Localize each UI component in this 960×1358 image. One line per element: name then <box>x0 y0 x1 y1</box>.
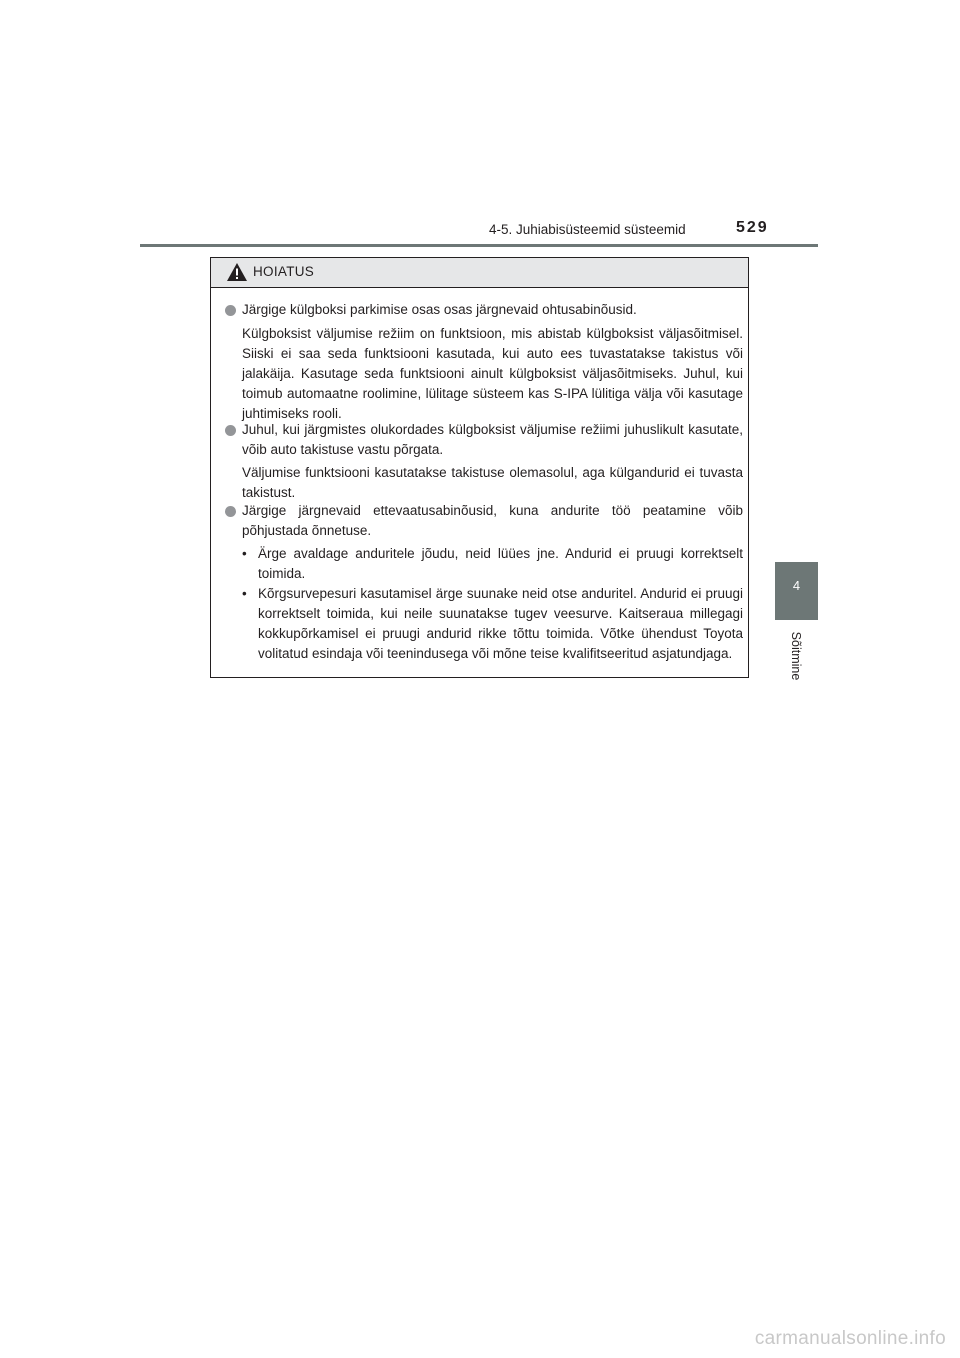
chapter-number: 4 <box>792 578 801 593</box>
subitem-bullet: • <box>242 586 247 601</box>
chapter-label: Sõitmine <box>789 631 803 681</box>
warning-subitem <box>242 544 743 584</box>
warning-header <box>211 258 748 288</box>
warning-paragraph: Külgboksist väljumise režiim on funktsioon, mis abistab külgboksist väljasõitmisel. Siiski ei saa seda funktsiooni kasutada, kui auto ees tuvastatakse takistus või jalakäija. Kasutage seda funktsiooni ainult külgboksist väljasõitmiseks. Juhul, kui toimub automaatne roolimine, lülitage süsteem kas S-IPA lülitiga välja või kasutage juhtimiseks rooli. <box>242 326 743 421</box>
warning-item <box>225 300 743 320</box>
warning-triangle-icon <box>226 262 248 282</box>
warning-title: HOIATUS <box>253 264 315 279</box>
chapter-tab <box>775 562 818 620</box>
warning-paragraph: Väljumise funktsiooni kasutatakse takistuse olemasolul, aga külgandurid ei tuvasta takistust. <box>242 465 743 500</box>
page-number: 529 <box>736 219 769 236</box>
warning-subitem <box>242 584 743 664</box>
warning-box <box>210 257 749 678</box>
footer-watermark[interactable]: carmanualsonline.info <box>754 1328 946 1349</box>
subitem-bullet: • <box>242 546 247 561</box>
warning-item-text: Järgige järgnevaid ettevaatusabinõusid, kuna andurite töö peatamine võib põhjustada õnnetuse. <box>242 503 743 538</box>
bullet-icon <box>225 305 236 316</box>
header-divider <box>140 244 818 247</box>
warning-item <box>225 420 743 460</box>
warning-subitem-text: Kõrgsurvepesuri kasutamisel ärge suunake neid otse anduritel. Andurid ei pruugi korrektselt toimida, kui neile suunatakse tugev veesurve. Kaitseraua millegagi kokkupõrkamisel ei pruugi andurid rikke tõttu toimida. Võtke ühendust Toyota volitatud esindaja või teenindusega või mõne teise kvalifitseeritud asjatundjaga. <box>258 586 743 661</box>
warning-item-text: Järgige külgboksi parkimise osas osas järgnevaid ohtusabinõusid. <box>242 302 637 317</box>
bullet-icon <box>225 425 236 436</box>
bullet-icon <box>225 506 236 517</box>
warning-subitem-text: Ärge avaldage anduritele jõudu, neid lüües jne. Andurid ei pruugi korrektselt toimida. <box>258 546 743 581</box>
warning-item <box>225 501 743 541</box>
warning-item-text: Juhul, kui järgmistes olukordades külgboksist väljumise režiimi juhuslikult kasutate, võib auto takistuse vastu põrgata. <box>242 422 743 457</box>
section-title: 4-5. Juhiabisüsteemid süsteemid <box>489 222 686 237</box>
